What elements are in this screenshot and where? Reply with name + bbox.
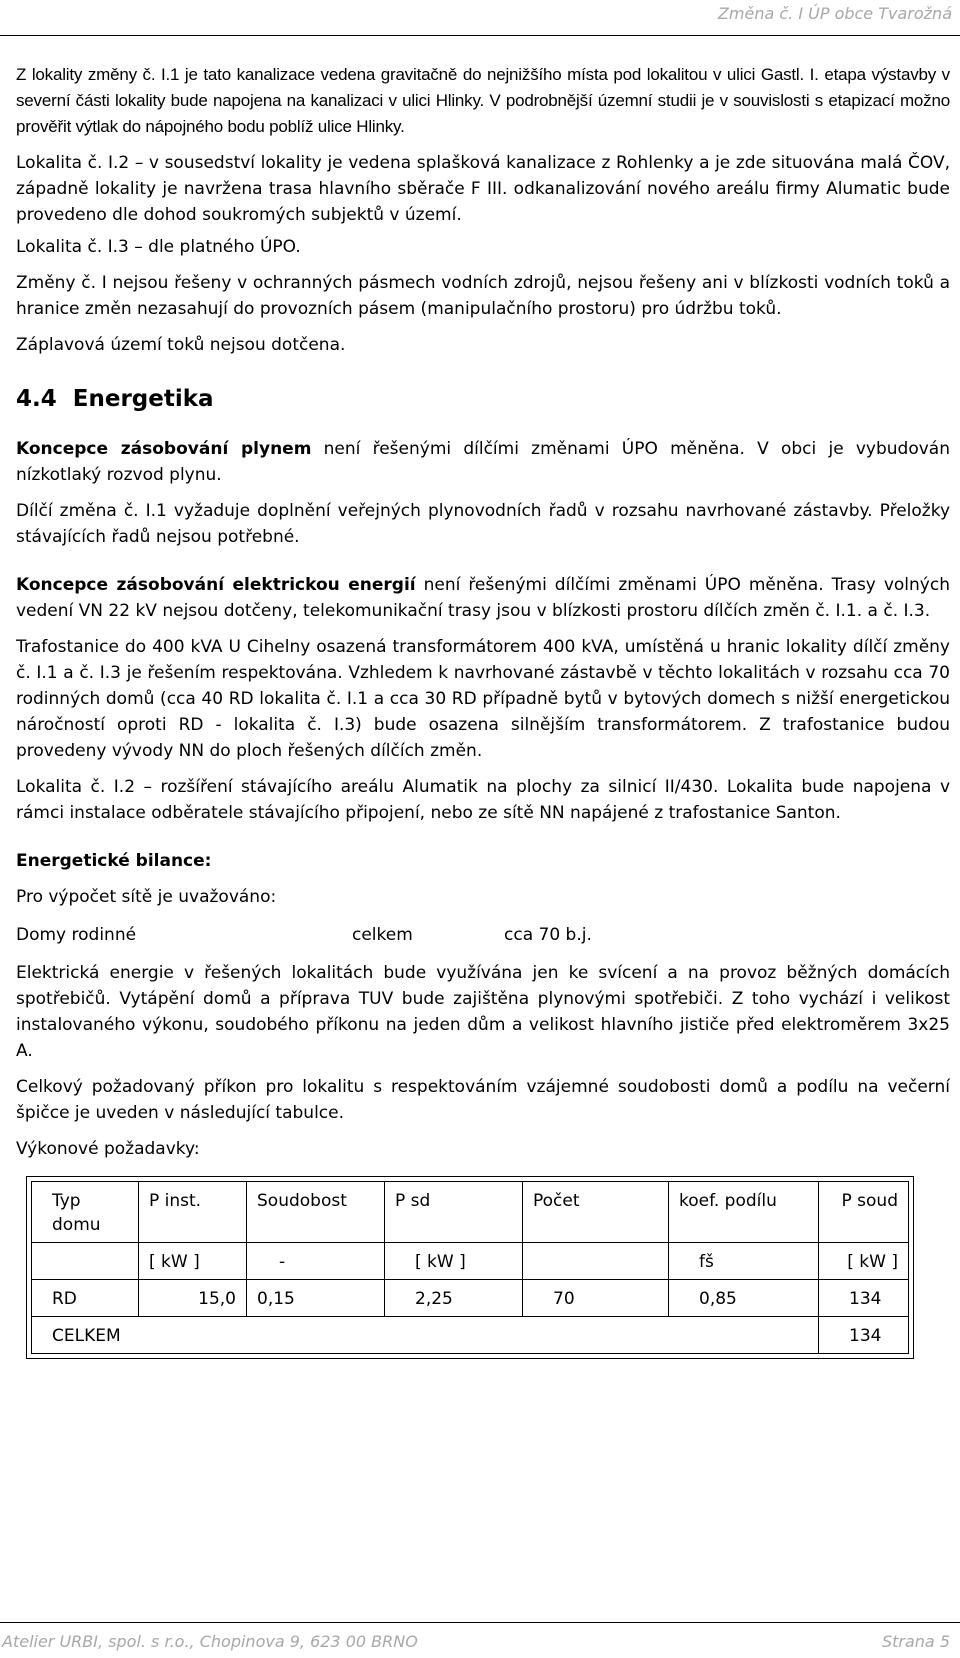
table-header-cell: Typ domu [32, 1182, 139, 1243]
balance-row [16, 922, 950, 948]
paragraph-sewer-2: Lokalita č. I.2 – v sousedství lokality je vedena splašková kanalizace z Rohlenky a je zde situována malá ČOV, západně lokality je navržena trasa hlavního sběrače F III. odkanalizování nového areálu firmy Alumatic bude provedeno dle dohod soukromých subjektů v území. [16, 153, 950, 225]
balance-paragraph-2: Celkový požadovaný příkon pro lokalitu s respektováním vzájemné soudobosti domů a podílu na večerní špičce je uveden v následující tabulce. [16, 1077, 950, 1123]
table-header-row [32, 1182, 909, 1243]
balance-paragraph-3: Výkonové požadavky: [16, 1139, 200, 1159]
power-table [31, 1181, 909, 1354]
paragraph-electric-1 [16, 572, 950, 624]
table-unit-cell: [ kW ] [385, 1243, 523, 1280]
paragraph-electric-3: Lokalita č. I.2 – rozšíření stávajícího areálu Alumatik na plochy za silnicí II/430. Lokalita bude napojena v rámci instalace odběratele stávajícího připojení, nebo ze sítě NN napájené z trafostanice Santon. [16, 777, 950, 823]
table-unit-cell: fš [669, 1243, 819, 1280]
balance-row-total-label: celkem [352, 925, 413, 945]
balance-row-count: cca 70 b.j. [504, 925, 592, 945]
paragraph-gas-2: Dílčí změna č. I.1 vyžaduje doplnění veřejných plynovodních řadů v rozsahu navrhované zástavby. Přeložky stávajících řadů nejsou potřebné. [16, 501, 950, 547]
table-unit-cell [32, 1243, 139, 1280]
table-total-row [32, 1317, 909, 1354]
balance-row-type: Domy rodinné [16, 925, 137, 945]
table-cell: 0,15 [247, 1280, 385, 1317]
table-total-label: CELKEM [32, 1317, 819, 1354]
gas-rest: není řešenými dílčími změnami ÚPO měněna. V obci je vybudován nízkotlaký rozvod plynu. [16, 439, 951, 485]
paragraph-sewer-1: Z lokality změny č. I.1 je tato kanalizace vedena gravitačně do nejnižšího místa pod lokalitou v ulici Gastl. I. etapa výstavby v severní části lokality bude napojena na kanalizaci v ulici Hlinky. V podrobnější územní studii je v souvislosti s etapizací možno prověřit výtlak do nápojného bodu poblíž ulice Hlinky. [16, 65, 950, 136]
table-unit-cell [523, 1243, 669, 1280]
electric-bold: Koncepce zásobování elektrickou energií [16, 575, 416, 595]
balance-title: Energetické bilance: [16, 851, 212, 871]
table-unit-cell: - [247, 1243, 385, 1280]
table-total-value: 134 [819, 1317, 909, 1354]
table-header-cell: P soud [819, 1182, 909, 1243]
table-units-row [32, 1243, 909, 1280]
gas-bold: Koncepce zásobování plynem [16, 439, 312, 459]
footer-rule [0, 1622, 960, 1623]
paragraph-sewer-4: Změny č. I nejsou řešeny v ochranných pásmech vodních zdrojů, nejsou řešeny ani v blízkosti vodních toků a hranice změn nezasahují do provozních pásem (manipulačního prostoru) pro údržbu toků. [16, 273, 950, 319]
table-unit-cell: [ kW ] [139, 1243, 247, 1280]
table-header-cell: koef. podílu [669, 1182, 819, 1243]
table-cell: RD [32, 1280, 139, 1317]
table-cell: 134 [819, 1280, 909, 1317]
section-title: Energetika [72, 386, 214, 412]
paragraph-gas-1 [16, 436, 950, 488]
table-header-cell: Soudobost [247, 1182, 385, 1243]
balance-paragraph-1: Elektrická energie v řešených lokalitách bude využívána jen ke svícení a na provoz běžných domácích spotřebičů. Vytápění domů a příprava TUV bude zajištěna plynovými spotřebiči. Z toho vychází i velikost instalovaného výkonu, soudobého příkonu na jeden dům a velikost hlavního jističe před elektroměrem 3x25 A. [16, 963, 950, 1061]
table-cell: 15,0 [139, 1280, 247, 1317]
table-header-cell: P inst. [139, 1182, 247, 1243]
electric-rest: není řešenými dílčími změnami ÚPO měněna. Trasy volných vedení VN 22 kV nejsou dotčeny, telekomunikační trasy jsou v blízkosti prostoru dílčích změn č. I.1. a č. I.3. [16, 575, 950, 621]
table-cell: 0,85 [669, 1280, 819, 1317]
footer-address: Atelier URBI, spol. s r.o., Chopinova 9, 623 00 BRNO [2, 1632, 418, 1651]
paragraph-sewer-5: Záplavová území toků nejsou dotčena. [16, 335, 346, 355]
paragraph-sewer-3: Lokalita č. I.3 – dle platného ÚPO. [16, 237, 301, 257]
table-unit-cell: [ kW ] [819, 1243, 909, 1280]
power-table-frame [26, 1176, 914, 1359]
page-header-title: Změna č. I ÚP obce Tvarožná [717, 4, 952, 23]
balance-intro: Pro výpočet sítě je uvažováno: [16, 887, 277, 907]
footer-page-number: Strana 5 [881, 1632, 950, 1651]
table-cell: 2,25 [385, 1280, 523, 1317]
section-number: 4.4 [16, 386, 57, 412]
section-heading [16, 386, 950, 412]
page-content [16, 62, 950, 1359]
table-header-cell: Počet [523, 1182, 669, 1243]
table-cell: 70 [523, 1280, 669, 1317]
table-row [32, 1280, 909, 1317]
paragraph-electric-2: Trafostanice do 400 kVA U Cihelny osazená transformátorem 400 kVA, umístěná u hranic lokality dílčí změny č. I.1 a č. I.3 je řešením respektována. Vzhledem k navrhované zástavbě v těchto lokalitách v rozsahu cca 70 rodinných domů (cca 40 RD lokalita č. I.1 a cca 30 RD případně bytů v bytových domech s nižší energetickou náročností oproti RD - lokalita č. I.3) bude osazena silnějším transformátorem. Z trafostanice budou provedeny vývody NN do ploch řešených dílčích změn. [16, 637, 950, 761]
table-header-cell: P sd [385, 1182, 523, 1243]
header-rule [0, 35, 960, 36]
